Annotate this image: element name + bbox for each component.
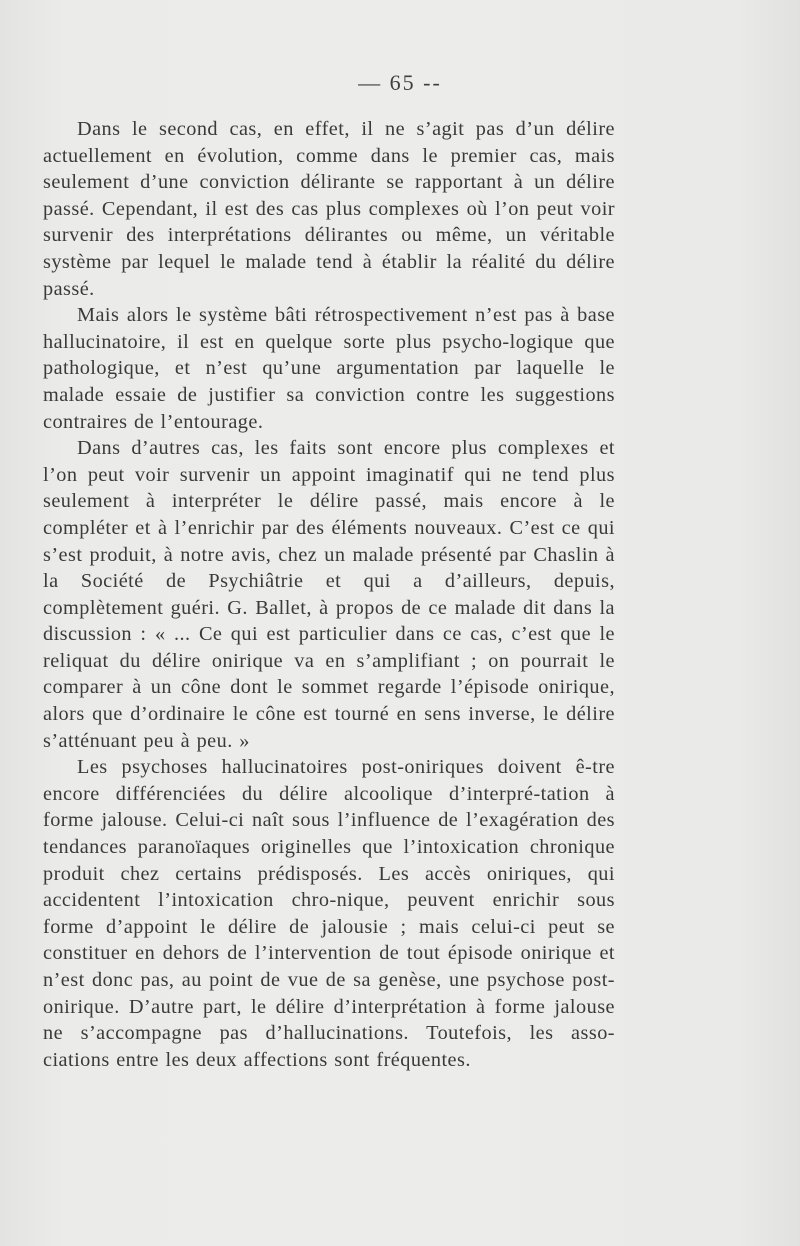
body-text bbox=[43, 116, 615, 1073]
paragraph-2: Mais alors le système bâti rétrospectivement n’est pas à base hallucinatoire, il est en quelque sorte plus psycho-logique que pathologique, et n’est qu’une argumentation par laquelle le malade essaie de justifier sa conviction contre les suggestions contraires de l’entourage. bbox=[43, 304, 615, 433]
paragraph-1: Dans le second cas, en effet, il ne s’agit pas d’un délire actuellement en évolution, comme dans le premier cas, mais seulement d’une conviction délirante se rapportant à un délire passé. Cependant, il est des cas plus complexes où l’on peut voir survenir des interprétations délirantes ou même, un véritable système par lequel le malade tend à établir la réalité du délire passé. bbox=[43, 118, 615, 300]
paragraph-3: Dans d’autres cas, les faits sont encore plus complexes et l’on peut voir survenir un appoint imaginatif qui ne tend plus seulement à interpréter le délire passé, mais encore à le compléter et à l’enrichir par des éléments nouveaux. C’est ce qui s’est produit, à notre avis, chez un malade présenté par Chaslin à la Société de Psychiâtrie et qui a d’ailleurs, depuis, complètement guéri. G. Ballet, à propos de ce malade dit dans la discussion : « ... Ce qui est particulier dans ce cas, c’est que le reliquat du délire onirique va en s’amplifiant ; on pourrait le comparer à un cône dont le sommet regarde l’épisode onirique, alors que d’ordinaire le cône est tourné en sens inverse, le délire s’atténuant peu à peu. » bbox=[43, 437, 615, 752]
paragraph-4: Les psychoses hallucinatoires post-oniriques doivent ê-tre encore différenciées du délire alcoolique d’interpré-tation à forme jalouse. Celui-ci naît sous l’influence de l’exagération des tendances paranoïaques originelles que l’intoxication chronique produit chez certains prédisposés. Les accès oniriques, qui accidentent l’intoxication chro-nique, peuvent enrichir sous forme d’appoint le délire de jalousie ; mais celui-ci peut se constituer en dehors de l’intervention de tout épisode onirique et n’est donc pas, au point de vue de sa genèse, une psychose post-onirique. D’autre part, le délire d’interprétation à forme jalouse ne s’accompagne pas d’hallucinations. Toutefois, les asso-ciations entre les deux affections sont fréquentes. bbox=[43, 756, 615, 1071]
page-number: — 65 -- bbox=[358, 70, 442, 95]
